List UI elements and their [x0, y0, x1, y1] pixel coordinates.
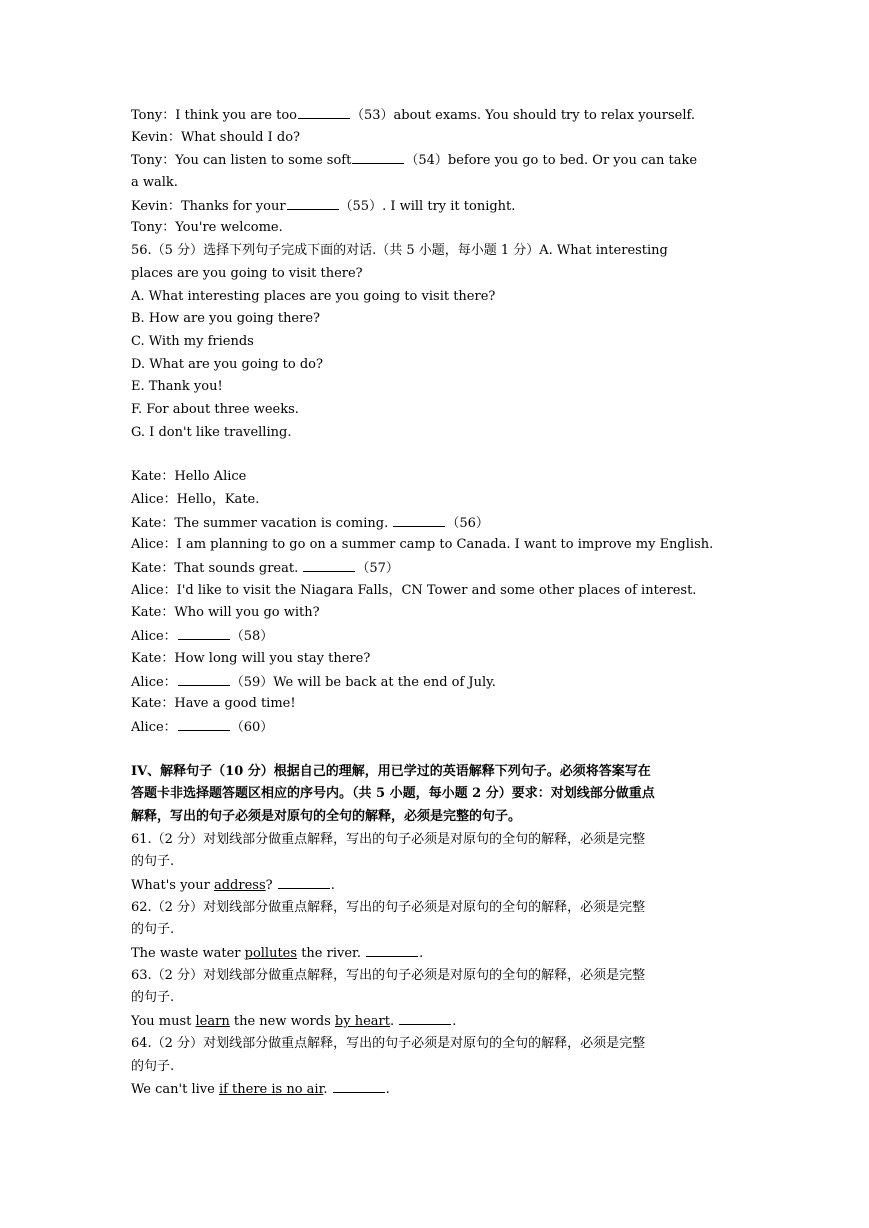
line-text: （57）: [356, 561, 399, 577]
sentence-end: .: [419, 946, 424, 962]
line-text: （55）. I will try it tonight.: [339, 198, 516, 214]
question-prompt: 63.（2 分）对划线部分做重点解释，写出的句子必须是对原句的全句的解释，必须是完整: [131, 967, 646, 983]
question-63: [131, 965, 739, 1033]
question-prompt: 61.（2 分）对划线部分做重点解释，写出的句子必须是对原句的全句的解释，必须是完整: [131, 831, 646, 847]
question-prompt-cont: 的句子.: [131, 854, 175, 870]
answer-blank-60[interactable]: [178, 716, 230, 731]
line-text: What should I do?: [180, 129, 301, 145]
answer-blank-59[interactable]: [178, 671, 230, 686]
question-prompt: 62.（2 分）对划线部分做重点解释，写出的句子必须是对原句的全句的解释，必须是完整: [131, 899, 646, 915]
line-text: Alice：: [131, 629, 177, 645]
question-sentence: [131, 942, 739, 965]
line-text: a walk.: [131, 175, 178, 191]
line-text: Alice：: [131, 674, 177, 690]
option-g: G. I don't like travelling.: [131, 424, 292, 440]
speaker: Tony：: [131, 108, 176, 123]
answer-blank-56[interactable]: [393, 512, 445, 527]
option-f: F. For about three weeks.: [131, 401, 299, 417]
line-text: You can listen to some soft: [175, 153, 352, 169]
question-sentence: [131, 1078, 739, 1101]
line-text: I think you are too: [175, 108, 297, 123]
sentence-text: the new words: [229, 1014, 335, 1030]
dialog-line: [131, 217, 739, 240]
answer-blank-54[interactable]: [352, 149, 404, 164]
sentence-text: ?: [265, 878, 277, 893]
dialog-line: [131, 625, 739, 648]
sentence-end: .: [452, 1014, 457, 1030]
sentence-text: the river.: [297, 946, 366, 962]
document-page: [131, 104, 739, 1101]
answer-blank-53[interactable]: [298, 104, 350, 119]
line-text: Kate：The summer vacation is coming.: [131, 515, 393, 531]
section-heading-line: IV、解释句子（10 分）根据自己的理解，用已学过的英语解释下列句子。必须将答案写在: [131, 763, 651, 779]
dialog-line: Kate：Who will you go with?: [131, 605, 320, 621]
answer-blank-61[interactable]: [278, 874, 330, 889]
line-text: You're welcome.: [175, 220, 283, 236]
speaker: Kevin：: [131, 198, 181, 214]
line-text: Kate：That sounds great.: [131, 561, 303, 577]
section-heading-line: 答题卡非选择题答题区相应的序号内。（共 5 小题，每小题 2 分）要求：对划线部分做重点: [131, 786, 655, 802]
sentence-end: .: [330, 878, 335, 893]
spacer: [131, 739, 739, 761]
sentence-text: .: [323, 1082, 332, 1098]
question-61: [131, 829, 739, 897]
underlined-text: learn: [195, 1014, 230, 1030]
dialog-tony-kevin: [131, 104, 739, 240]
dialog-kate-alice: [131, 466, 739, 738]
question-sentence: [131, 1010, 739, 1033]
answer-blank-62[interactable]: [366, 942, 418, 957]
dialog-line: [131, 149, 739, 172]
underlined-text: address: [213, 878, 266, 893]
question-prompt-cont: 的句子.: [131, 990, 175, 1006]
section-4-heading: [131, 761, 739, 829]
question-56-prompt: 56.（5 分）选择下列句子完成下面的对话.（共 5 小题，每小题 1 分）A. What interesting: [131, 243, 668, 259]
dialog-line: [131, 716, 739, 739]
option-c: C. With my friends: [131, 333, 254, 349]
question-64: [131, 1033, 739, 1101]
dialog-line: [131, 671, 739, 694]
line-text: （54）before you go to bed. Or you can take: [405, 153, 698, 169]
line-text: Thanks for your: [180, 198, 286, 214]
underlined-text: pollutes: [244, 946, 298, 962]
line-text: （58）: [230, 629, 274, 645]
question-62: [131, 897, 739, 965]
underlined-text: if there is no air: [218, 1082, 324, 1098]
dialog-line: Alice：Hello，Kate.: [131, 492, 260, 507]
dialog-line: [131, 557, 739, 580]
question-prompt-cont: 的句子.: [131, 1058, 175, 1074]
speaker: Kevin：: [131, 129, 181, 145]
sentence-end: .: [385, 1082, 390, 1098]
dialog-line: Kate：How long will you stay there?: [131, 650, 371, 666]
dialog-line: Kate：Have a good time!: [131, 696, 296, 712]
sentence-text: .: [389, 1014, 399, 1030]
option-e: E. Thank you!: [131, 379, 223, 395]
sentence-text: What's your: [131, 878, 214, 893]
option-a: A. What interesting places are you going to visit there?: [131, 288, 496, 304]
option-b: B. How are you going there?: [131, 311, 321, 327]
line-text: （59）We will be back at the end of July.: [230, 674, 496, 690]
speaker: Tony：: [131, 153, 176, 169]
answer-blank-64[interactable]: [333, 1078, 385, 1093]
line-text: （53）about exams. You should try to relax yourself.: [350, 108, 695, 123]
dialog-line: [131, 172, 739, 195]
speaker: Tony：: [131, 220, 176, 236]
answer-blank-57[interactable]: [303, 557, 355, 572]
sentence-text: You must: [131, 1014, 196, 1030]
answer-blank-55[interactable]: [287, 195, 339, 210]
dialog-line: Alice：I am planning to go on a summer camp to Canada. I want to improve my English.: [131, 537, 714, 553]
spacer: [131, 444, 739, 466]
sentence-text: We can't live: [131, 1082, 219, 1098]
dialog-line: [131, 512, 739, 535]
section-heading-line: 解释，写出的句子必须是对原句的全句的解释，必须是完整的句子。: [131, 808, 522, 824]
dialog-line: Alice：I'd like to visit the Niagara Falls，CN Tower and some other places of interest.: [131, 582, 697, 598]
question-56: [131, 240, 739, 444]
dialog-line: [131, 195, 739, 218]
option-d: D. What are you going to do?: [131, 356, 323, 372]
dialog-line: [131, 127, 739, 150]
line-text: （60）: [230, 719, 274, 735]
question-56-prompt-cont: places are you going to visit there?: [131, 265, 363, 281]
underlined-text: by heart: [334, 1014, 390, 1030]
dialog-line: Kate：Hello Alice: [131, 469, 247, 485]
question-prompt-cont: 的句子.: [131, 922, 175, 938]
dialog-line: [131, 104, 739, 127]
sentence-text: The waste water: [131, 946, 245, 962]
line-text: （56）: [446, 515, 489, 531]
answer-blank-58[interactable]: [178, 625, 230, 640]
question-sentence: [131, 874, 739, 897]
question-prompt: 64.（2 分）对划线部分做重点解释，写出的句子必须是对原句的全句的解释，必须是完整: [131, 1035, 646, 1051]
answer-blank-63[interactable]: [399, 1010, 451, 1025]
line-text: Alice：: [131, 719, 177, 735]
